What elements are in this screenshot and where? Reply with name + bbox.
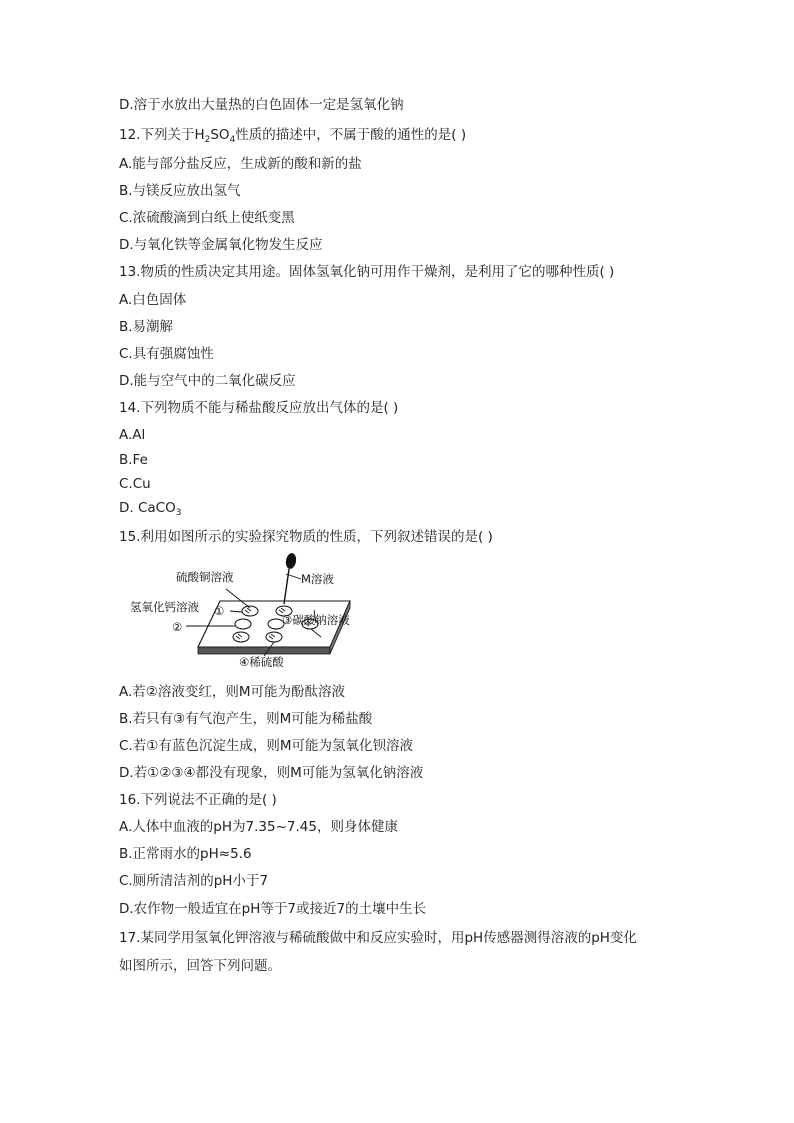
label-caoh2: 氢氧化钙溶液 — [130, 600, 199, 614]
q14-stem: 14.下列物质不能与稀盐酸反应放出气体的是( ) — [119, 400, 399, 416]
label-m-solution: M溶液 — [301, 572, 334, 586]
q17-stem-line2: 如图所示，回答下列问题。 — [119, 958, 281, 974]
q16-option-a: A.人体中血液的pH为7.35~7.45，则身体健康 — [119, 819, 398, 835]
label-h2so4: ④稀硫酸 — [239, 655, 284, 669]
q13-stem: 13.物质的性质决定其用途。固体氢氧化钠可用作干燥剂，是利用了它的哪种性质( ) — [119, 264, 615, 280]
q14-option-a: A.Al — [119, 427, 146, 443]
q12-option-a: A.能与部分盐反应，生成新的酸和新的盐 — [119, 156, 362, 172]
q11-option-d: D.溶于水放出大量热的白色固体一定是氢氧化钠 — [119, 97, 404, 113]
q15-option-d: D.若①②③④都没有现象，则M可能为氢氧化钠溶液 — [119, 765, 424, 781]
q14-option-b: B.Fe — [119, 452, 148, 468]
q13-option-b: B.易潮解 — [119, 319, 174, 335]
q12-option-d: D.与氧化铁等金属氧化物发生反应 — [119, 237, 323, 253]
spot-plate-figure — [126, 552, 386, 670]
q16-option-d: D.农作物一般适宜在pH等于7或接近7的土壤中生长 — [119, 901, 427, 917]
label-cuso4: 硫酸铜溶液 — [176, 570, 234, 584]
q15-option-c: C.若①有蓝色沉淀生成，则M可能为氢氧化钡溶液 — [119, 738, 413, 754]
q15-option-b: B.若只有③有气泡产生，则M可能为稀盐酸 — [119, 711, 373, 727]
q15-option-a: A.若②溶液变红，则M可能为酚酞溶液 — [119, 684, 346, 700]
q13-option-a: A.白色固体 — [119, 292, 187, 308]
q14-option-d: D. CaCO$_3$ — [119, 500, 182, 518]
q13-option-d: D.能与空气中的二氧化碳反应 — [119, 373, 296, 389]
q17-stem-line1: 17.某同学用氢氧化钾溶液与稀硫酸做中和反应实验时，用pH传感器测得溶液的pH变化 — [119, 930, 637, 946]
q12-stem: 12.下列关于$H_2SO_4$性质的描述中，不属于酸的通性的是( ) — [119, 127, 467, 145]
q16-option-b: B.正常雨水的pH≈5.6 — [119, 846, 252, 862]
q16-stem: 16.下列说法不正确的是( ) — [119, 792, 277, 808]
q12-option-c: C.浓硫酸滴到白纸上使纸变黑 — [119, 210, 295, 226]
q12-option-b: B.与镁反应放出氢气 — [119, 183, 241, 199]
label-na2co3: ③碳酸钠溶液 — [282, 613, 350, 627]
label-number-2: ② — [172, 620, 183, 634]
label-number-1: ① — [214, 604, 225, 618]
q13-option-c: C.具有强腐蚀性 — [119, 346, 214, 362]
q16-option-c: C.厕所清洁剂的pH小于7 — [119, 873, 269, 889]
q15-stem: 15.利用如图所示的实验探究物质的性质，下列叙述错误的是( ) — [119, 529, 493, 545]
q14-option-c: C.Cu — [119, 476, 151, 492]
